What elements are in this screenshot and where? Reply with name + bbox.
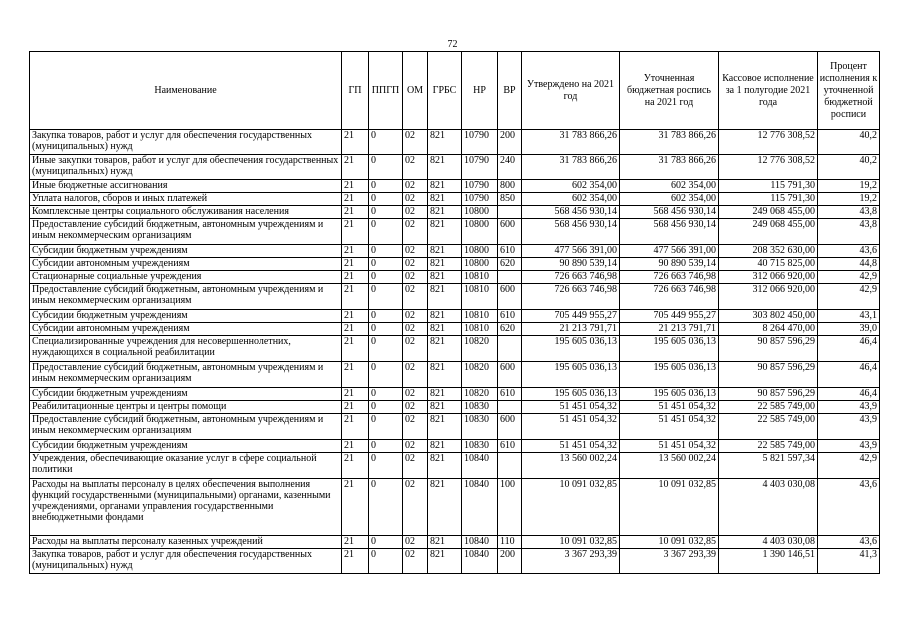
cell-gp: 21 xyxy=(342,310,369,323)
header-nr: НР xyxy=(462,52,498,130)
cell-grbs: 821 xyxy=(428,284,462,310)
header-name: Наименование xyxy=(30,52,342,130)
cell-om: 02 xyxy=(403,284,428,310)
cell-cash: 4 403 030,08 xyxy=(719,479,818,536)
header-grbs: ГРБС xyxy=(428,52,462,130)
cell-cash: 303 802 450,00 xyxy=(719,310,818,323)
table-header-row xyxy=(30,52,880,130)
header-gp: ГП xyxy=(342,52,369,130)
cell-approved: 10 091 032,85 xyxy=(522,536,620,549)
table-row xyxy=(30,271,880,284)
cell-nr: 10840 xyxy=(462,549,498,574)
cell-om: 02 xyxy=(403,323,428,336)
cell-grbs: 821 xyxy=(428,180,462,193)
cell-nr: 10830 xyxy=(462,414,498,440)
cell-refined: 10 091 032,85 xyxy=(620,536,719,549)
cell-approved: 568 456 930,14 xyxy=(522,219,620,245)
cell-grbs: 821 xyxy=(428,336,462,362)
cell-percent: 42,9 xyxy=(818,284,880,310)
cell-gp: 21 xyxy=(342,193,369,206)
cell-approved: 195 605 036,13 xyxy=(522,362,620,388)
cell-refined: 10 091 032,85 xyxy=(620,479,719,536)
cell-om: 02 xyxy=(403,206,428,219)
cell-gp: 21 xyxy=(342,336,369,362)
cell-vr xyxy=(498,206,522,219)
table-row xyxy=(30,245,880,258)
cell-percent: 46,4 xyxy=(818,336,880,362)
cell-cash: 8 264 470,00 xyxy=(719,323,818,336)
cell-vr: 200 xyxy=(498,130,522,155)
cell-approved: 13 560 002,24 xyxy=(522,453,620,479)
cell-cash: 40 715 825,00 xyxy=(719,258,818,271)
cell-nr: 10790 xyxy=(462,180,498,193)
cell-ppgp: 0 xyxy=(369,414,403,440)
cell-gp: 21 xyxy=(342,440,369,453)
cell-cash: 90 857 596,29 xyxy=(719,388,818,401)
cell-grbs: 821 xyxy=(428,479,462,536)
cell-refined: 568 456 930,14 xyxy=(620,206,719,219)
cell-percent: 46,4 xyxy=(818,388,880,401)
table-row xyxy=(30,193,880,206)
cell-om: 02 xyxy=(403,219,428,245)
table-row xyxy=(30,323,880,336)
cell-gp: 21 xyxy=(342,130,369,155)
cell-gp: 21 xyxy=(342,219,369,245)
cell-refined: 51 451 054,32 xyxy=(620,414,719,440)
cell-vr xyxy=(498,271,522,284)
header-vr: ВР xyxy=(498,52,522,130)
cell-gp: 21 xyxy=(342,414,369,440)
cell-percent: 43,9 xyxy=(818,440,880,453)
cell-approved: 51 451 054,32 xyxy=(522,440,620,453)
cell-om: 02 xyxy=(403,180,428,193)
header-approved: Утверждено на 2021 год xyxy=(522,52,620,130)
cell-ppgp: 0 xyxy=(369,193,403,206)
cell-nr: 10830 xyxy=(462,401,498,414)
cell-vr: 200 xyxy=(498,549,522,574)
cell-grbs: 821 xyxy=(428,155,462,180)
cell-ppgp: 0 xyxy=(369,310,403,323)
cell-grbs: 821 xyxy=(428,245,462,258)
cell-approved: 31 783 866,26 xyxy=(522,130,620,155)
cell-name: Иные бюджетные ассигнования xyxy=(30,180,342,193)
cell-ppgp: 0 xyxy=(369,336,403,362)
cell-gp: 21 xyxy=(342,388,369,401)
cell-gp: 21 xyxy=(342,323,369,336)
cell-vr: 600 xyxy=(498,362,522,388)
cell-ppgp: 0 xyxy=(369,219,403,245)
cell-nr: 10810 xyxy=(462,271,498,284)
cell-name: Предоставление субсидий бюджетным, автономным учреждениям и иным некоммерческим организациям xyxy=(30,219,342,245)
page-number: 72 xyxy=(447,39,458,50)
cell-refined: 195 605 036,13 xyxy=(620,388,719,401)
cell-nr: 10810 xyxy=(462,310,498,323)
cell-refined: 477 566 391,00 xyxy=(620,245,719,258)
cell-gp: 21 xyxy=(342,549,369,574)
cell-grbs: 821 xyxy=(428,206,462,219)
header-ppgp: ППГП xyxy=(369,52,403,130)
cell-nr: 10800 xyxy=(462,219,498,245)
cell-vr: 800 xyxy=(498,180,522,193)
cell-percent: 44,8 xyxy=(818,258,880,271)
cell-refined: 31 783 866,26 xyxy=(620,130,719,155)
cell-om: 02 xyxy=(403,310,428,323)
cell-gp: 21 xyxy=(342,245,369,258)
cell-grbs: 821 xyxy=(428,453,462,479)
table-row xyxy=(30,453,880,479)
cell-approved: 705 449 955,27 xyxy=(522,310,620,323)
cell-approved: 195 605 036,13 xyxy=(522,388,620,401)
cell-grbs: 821 xyxy=(428,258,462,271)
cell-grbs: 821 xyxy=(428,193,462,206)
cell-name: Специализированные учреждения для несовершеннолетних, нуждающихся в социальной реабилитации xyxy=(30,336,342,362)
cell-approved: 3 367 293,39 xyxy=(522,549,620,574)
cell-approved: 10 091 032,85 xyxy=(522,479,620,536)
cell-om: 02 xyxy=(403,549,428,574)
cell-cash: 249 068 455,00 xyxy=(719,206,818,219)
cell-grbs: 821 xyxy=(428,323,462,336)
cell-vr: 600 xyxy=(498,414,522,440)
cell-vr xyxy=(498,453,522,479)
cell-nr: 10840 xyxy=(462,479,498,536)
cell-vr xyxy=(498,401,522,414)
cell-om: 02 xyxy=(403,130,428,155)
cell-ppgp: 0 xyxy=(369,479,403,536)
cell-grbs: 821 xyxy=(428,401,462,414)
cell-nr: 10810 xyxy=(462,323,498,336)
cell-vr: 610 xyxy=(498,310,522,323)
cell-approved: 726 663 746,98 xyxy=(522,271,620,284)
cell-vr: 110 xyxy=(498,536,522,549)
cell-percent: 43,1 xyxy=(818,310,880,323)
table-row xyxy=(30,362,880,388)
cell-approved: 21 213 791,71 xyxy=(522,323,620,336)
cell-cash: 90 857 596,29 xyxy=(719,336,818,362)
cell-om: 02 xyxy=(403,336,428,362)
header-percent: Процент исполнения к уточненной бюджетной росписи xyxy=(818,52,880,130)
cell-approved: 31 783 866,26 xyxy=(522,155,620,180)
cell-grbs: 821 xyxy=(428,271,462,284)
cell-om: 02 xyxy=(403,388,428,401)
table-row xyxy=(30,414,880,440)
cell-refined: 726 663 746,98 xyxy=(620,271,719,284)
cell-refined: 568 456 930,14 xyxy=(620,219,719,245)
cell-refined: 31 783 866,26 xyxy=(620,155,719,180)
budget-execution-table xyxy=(29,51,880,574)
cell-vr: 620 xyxy=(498,258,522,271)
cell-cash: 22 585 749,00 xyxy=(719,401,818,414)
cell-ppgp: 0 xyxy=(369,401,403,414)
cell-percent: 19,2 xyxy=(818,180,880,193)
cell-percent: 42,9 xyxy=(818,271,880,284)
table-row xyxy=(30,130,880,155)
cell-name: Расходы на выплаты персоналу в целях обеспечения выполнения функций государственными (муниципальными) органами, казенными учреждениями, органами управления государственными внебюджетными фондами xyxy=(30,479,342,536)
cell-percent: 40,2 xyxy=(818,130,880,155)
cell-ppgp: 0 xyxy=(369,180,403,193)
cell-name: Субсидии автономным учреждениям xyxy=(30,323,342,336)
cell-grbs: 821 xyxy=(428,310,462,323)
table-row xyxy=(30,284,880,310)
cell-refined: 51 451 054,32 xyxy=(620,401,719,414)
cell-percent: 43,6 xyxy=(818,536,880,549)
cell-vr: 600 xyxy=(498,284,522,310)
cell-cash: 5 821 597,34 xyxy=(719,453,818,479)
cell-grbs: 821 xyxy=(428,362,462,388)
cell-cash: 312 066 920,00 xyxy=(719,284,818,310)
cell-cash: 12 776 308,52 xyxy=(719,130,818,155)
table-row xyxy=(30,206,880,219)
cell-grbs: 821 xyxy=(428,388,462,401)
cell-om: 02 xyxy=(403,258,428,271)
cell-approved: 195 605 036,13 xyxy=(522,336,620,362)
cell-name: Реабилитационные центры и центры помощи xyxy=(30,401,342,414)
cell-ppgp: 0 xyxy=(369,536,403,549)
cell-ppgp: 0 xyxy=(369,206,403,219)
cell-nr: 10840 xyxy=(462,536,498,549)
cell-ppgp: 0 xyxy=(369,284,403,310)
cell-nr: 10800 xyxy=(462,258,498,271)
cell-percent: 46,4 xyxy=(818,362,880,388)
header-cash: Кассовое исполнение за 1 полугодие 2021 года xyxy=(719,52,818,130)
table-row xyxy=(30,401,880,414)
cell-percent: 39,0 xyxy=(818,323,880,336)
cell-ppgp: 0 xyxy=(369,362,403,388)
cell-percent: 43,6 xyxy=(818,479,880,536)
cell-cash: 115 791,30 xyxy=(719,193,818,206)
cell-nr: 10790 xyxy=(462,155,498,180)
cell-om: 02 xyxy=(403,155,428,180)
cell-om: 02 xyxy=(403,536,428,549)
cell-cash: 249 068 455,00 xyxy=(719,219,818,245)
cell-nr: 10820 xyxy=(462,388,498,401)
cell-approved: 602 354,00 xyxy=(522,193,620,206)
cell-percent: 43,9 xyxy=(818,401,880,414)
cell-name: Стационарные социальные учреждения xyxy=(30,271,342,284)
cell-percent: 43,9 xyxy=(818,414,880,440)
cell-name: Иные закупки товаров, работ и услуг для обеспечения государственных (муниципальных) нужд xyxy=(30,155,342,180)
cell-ppgp: 0 xyxy=(369,130,403,155)
cell-name: Предоставление субсидий бюджетным, автономным учреждениям и иным некоммерческим организациям xyxy=(30,362,342,388)
cell-percent: 19,2 xyxy=(818,193,880,206)
cell-approved: 477 566 391,00 xyxy=(522,245,620,258)
cell-percent: 43,8 xyxy=(818,219,880,245)
cell-name: Комплексные центры социального обслуживания населения xyxy=(30,206,342,219)
cell-gp: 21 xyxy=(342,536,369,549)
table-row xyxy=(30,440,880,453)
cell-om: 02 xyxy=(403,193,428,206)
cell-name: Субсидии автономным учреждениям xyxy=(30,258,342,271)
cell-om: 02 xyxy=(403,414,428,440)
cell-vr: 610 xyxy=(498,245,522,258)
table-row xyxy=(30,180,880,193)
cell-approved: 568 456 930,14 xyxy=(522,206,620,219)
cell-om: 02 xyxy=(403,440,428,453)
table-row xyxy=(30,258,880,271)
cell-cash: 22 585 749,00 xyxy=(719,440,818,453)
table-row xyxy=(30,219,880,245)
cell-ppgp: 0 xyxy=(369,323,403,336)
table-row xyxy=(30,155,880,180)
cell-nr: 10800 xyxy=(462,206,498,219)
cell-refined: 21 213 791,71 xyxy=(620,323,719,336)
cell-cash: 22 585 749,00 xyxy=(719,414,818,440)
cell-grbs: 821 xyxy=(428,219,462,245)
cell-gp: 21 xyxy=(342,180,369,193)
cell-name: Расходы на выплаты персоналу казенных учреждений xyxy=(30,536,342,549)
cell-gp: 21 xyxy=(342,479,369,536)
cell-cash: 12 776 308,52 xyxy=(719,155,818,180)
cell-nr: 10830 xyxy=(462,440,498,453)
cell-ppgp: 0 xyxy=(369,271,403,284)
cell-cash: 1 390 146,51 xyxy=(719,549,818,574)
cell-nr: 10790 xyxy=(462,193,498,206)
cell-vr: 100 xyxy=(498,479,522,536)
cell-ppgp: 0 xyxy=(369,549,403,574)
cell-cash: 312 066 920,00 xyxy=(719,271,818,284)
cell-name: Предоставление субсидий бюджетным, автономным учреждениям и иным некоммерческим организациям xyxy=(30,414,342,440)
cell-om: 02 xyxy=(403,271,428,284)
cell-name: Субсидии бюджетным учреждениям xyxy=(30,388,342,401)
cell-name: Субсидии бюджетным учреждениям xyxy=(30,440,342,453)
cell-grbs: 821 xyxy=(428,130,462,155)
cell-vr xyxy=(498,336,522,362)
cell-ppgp: 0 xyxy=(369,453,403,479)
cell-om: 02 xyxy=(403,245,428,258)
cell-vr: 620 xyxy=(498,323,522,336)
table-row xyxy=(30,336,880,362)
cell-gp: 21 xyxy=(342,284,369,310)
header-refined: Уточненная бюджетная роспись на 2021 год xyxy=(620,52,719,130)
cell-refined: 705 449 955,27 xyxy=(620,310,719,323)
cell-name: Закупка товаров, работ и услуг для обеспечения государственных (муниципальных) нужд xyxy=(30,130,342,155)
cell-ppgp: 0 xyxy=(369,388,403,401)
table-row xyxy=(30,479,880,536)
cell-name: Уплата налогов, сборов и иных платежей xyxy=(30,193,342,206)
cell-name: Субсидии бюджетным учреждениям xyxy=(30,245,342,258)
cell-nr: 10840 xyxy=(462,453,498,479)
cell-vr: 850 xyxy=(498,193,522,206)
cell-gp: 21 xyxy=(342,453,369,479)
cell-nr: 10810 xyxy=(462,284,498,310)
table-row xyxy=(30,549,880,574)
cell-nr: 10820 xyxy=(462,336,498,362)
cell-grbs: 821 xyxy=(428,536,462,549)
cell-percent: 41,3 xyxy=(818,549,880,574)
cell-name: Закупка товаров, работ и услуг для обеспечения государственных (муниципальных) нужд xyxy=(30,549,342,574)
cell-refined: 13 560 002,24 xyxy=(620,453,719,479)
cell-name: Субсидии бюджетным учреждениям xyxy=(30,310,342,323)
table-row xyxy=(30,536,880,549)
cell-grbs: 821 xyxy=(428,549,462,574)
cell-refined: 90 890 539,14 xyxy=(620,258,719,271)
cell-name: Предоставление субсидий бюджетным, автономным учреждениям и иным некоммерческим организациям xyxy=(30,284,342,310)
cell-approved: 602 354,00 xyxy=(522,180,620,193)
cell-nr: 10820 xyxy=(462,362,498,388)
cell-nr: 10790 xyxy=(462,130,498,155)
cell-ppgp: 0 xyxy=(369,440,403,453)
cell-percent: 43,6 xyxy=(818,245,880,258)
table-row xyxy=(30,310,880,323)
cell-refined: 51 451 054,32 xyxy=(620,440,719,453)
cell-name: Учреждения, обеспечивающие оказание услуг в сфере социальной политики xyxy=(30,453,342,479)
cell-om: 02 xyxy=(403,362,428,388)
cell-cash: 115 791,30 xyxy=(719,180,818,193)
cell-om: 02 xyxy=(403,401,428,414)
cell-approved: 51 451 054,32 xyxy=(522,401,620,414)
cell-gp: 21 xyxy=(342,206,369,219)
cell-om: 02 xyxy=(403,453,428,479)
cell-refined: 602 354,00 xyxy=(620,180,719,193)
cell-percent: 40,2 xyxy=(818,155,880,180)
cell-vr: 600 xyxy=(498,219,522,245)
cell-ppgp: 0 xyxy=(369,155,403,180)
cell-ppgp: 0 xyxy=(369,245,403,258)
cell-cash: 90 857 596,29 xyxy=(719,362,818,388)
cell-gp: 21 xyxy=(342,362,369,388)
cell-percent: 43,8 xyxy=(818,206,880,219)
cell-grbs: 821 xyxy=(428,440,462,453)
cell-refined: 195 605 036,13 xyxy=(620,362,719,388)
cell-gp: 21 xyxy=(342,401,369,414)
cell-gp: 21 xyxy=(342,271,369,284)
header-om: ОМ xyxy=(403,52,428,130)
cell-refined: 3 367 293,39 xyxy=(620,549,719,574)
cell-cash: 4 403 030,08 xyxy=(719,536,818,549)
cell-approved: 726 663 746,98 xyxy=(522,284,620,310)
cell-percent: 42,9 xyxy=(818,453,880,479)
cell-om: 02 xyxy=(403,479,428,536)
cell-vr: 610 xyxy=(498,440,522,453)
cell-vr: 240 xyxy=(498,155,522,180)
cell-approved: 51 451 054,32 xyxy=(522,414,620,440)
cell-refined: 602 354,00 xyxy=(620,193,719,206)
cell-gp: 21 xyxy=(342,258,369,271)
cell-refined: 195 605 036,13 xyxy=(620,336,719,362)
cell-ppgp: 0 xyxy=(369,258,403,271)
cell-vr: 610 xyxy=(498,388,522,401)
cell-approved: 90 890 539,14 xyxy=(522,258,620,271)
cell-refined: 726 663 746,98 xyxy=(620,284,719,310)
cell-nr: 10800 xyxy=(462,245,498,258)
cell-cash: 208 352 630,00 xyxy=(719,245,818,258)
table-row xyxy=(30,388,880,401)
cell-grbs: 821 xyxy=(428,414,462,440)
cell-gp: 21 xyxy=(342,155,369,180)
